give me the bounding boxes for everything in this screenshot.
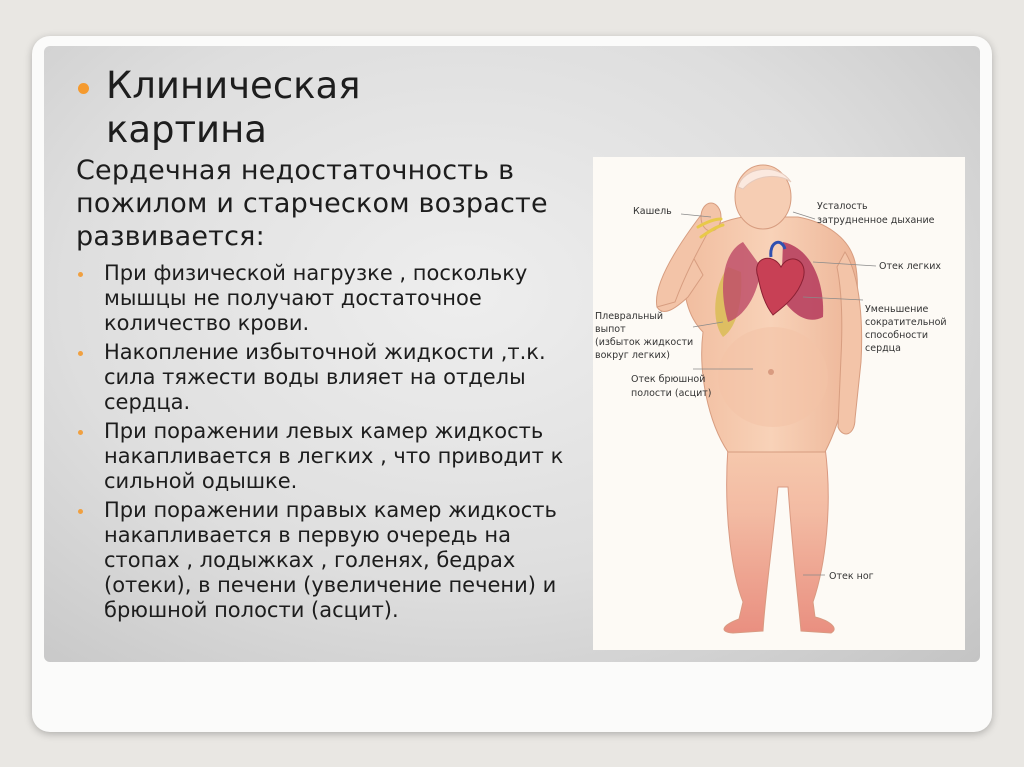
label-lung-edema: Отек легких [879,261,942,272]
bullet-dot-icon [78,272,83,277]
title-bullet-icon [78,83,89,94]
label-leg-edema: Отек ног [829,571,874,582]
label-pleural-3: (избыток жидкости [595,337,694,348]
bullet-item [76,261,586,336]
bullet-list [76,261,586,627]
bullet-item [76,340,586,415]
label-contractility-4: сердца [865,343,901,354]
label-ascites-2: полости (асцит) [631,388,712,399]
subtitle: Сердечная недостаточность в пожилом и старческом возрасте развивается: [76,155,548,252]
label-pleural-4: вокруг легких) [595,350,670,361]
heart-failure-illustration [593,157,965,650]
label-fatigue: Усталость [817,201,868,212]
label-contractility-1: Уменьшение [865,304,929,315]
bullet-text: Накопление избыточной жидкости ,т.к. сила тяжести воды влияет на отделы сердца. [104,340,546,414]
label-dyspnea: затрудненное дыхание [817,215,935,226]
label-ascites-1: Отек брюшной [631,374,706,385]
bullet-text: При поражении правых камер жидкость накапливается в первую очередь на стопах , лодыжках , голенях, бедрах (отеки), в печени (увеличение печени) и брюшной полости (асцит). [104,498,557,622]
label-pleural-1: Плевральный [595,311,664,322]
bullet-dot-icon [78,509,83,514]
bullet-item [76,419,586,494]
body-diagram [593,157,965,650]
bullet-text: При физической нагрузке , поскольку мышцы не получают достаточное количество крови. [104,261,528,335]
label-cough: Кашель [633,206,672,217]
belly-shape [718,327,828,427]
label-contractility-2: сократительной [865,317,947,328]
slide-title: Клиническая картина [106,64,361,151]
label-pleural-2: выпот [595,324,626,335]
legs-shape [724,447,834,633]
label-contractility-3: способности [865,330,929,341]
bullet-dot-icon [78,430,83,435]
bullet-item [76,498,586,623]
bullet-text: При поражении левых камер жидкость накапливается в легких , что приводит к сильной одышке. [104,419,564,493]
bullet-dot-icon [78,351,83,356]
navel-shape [768,369,774,375]
